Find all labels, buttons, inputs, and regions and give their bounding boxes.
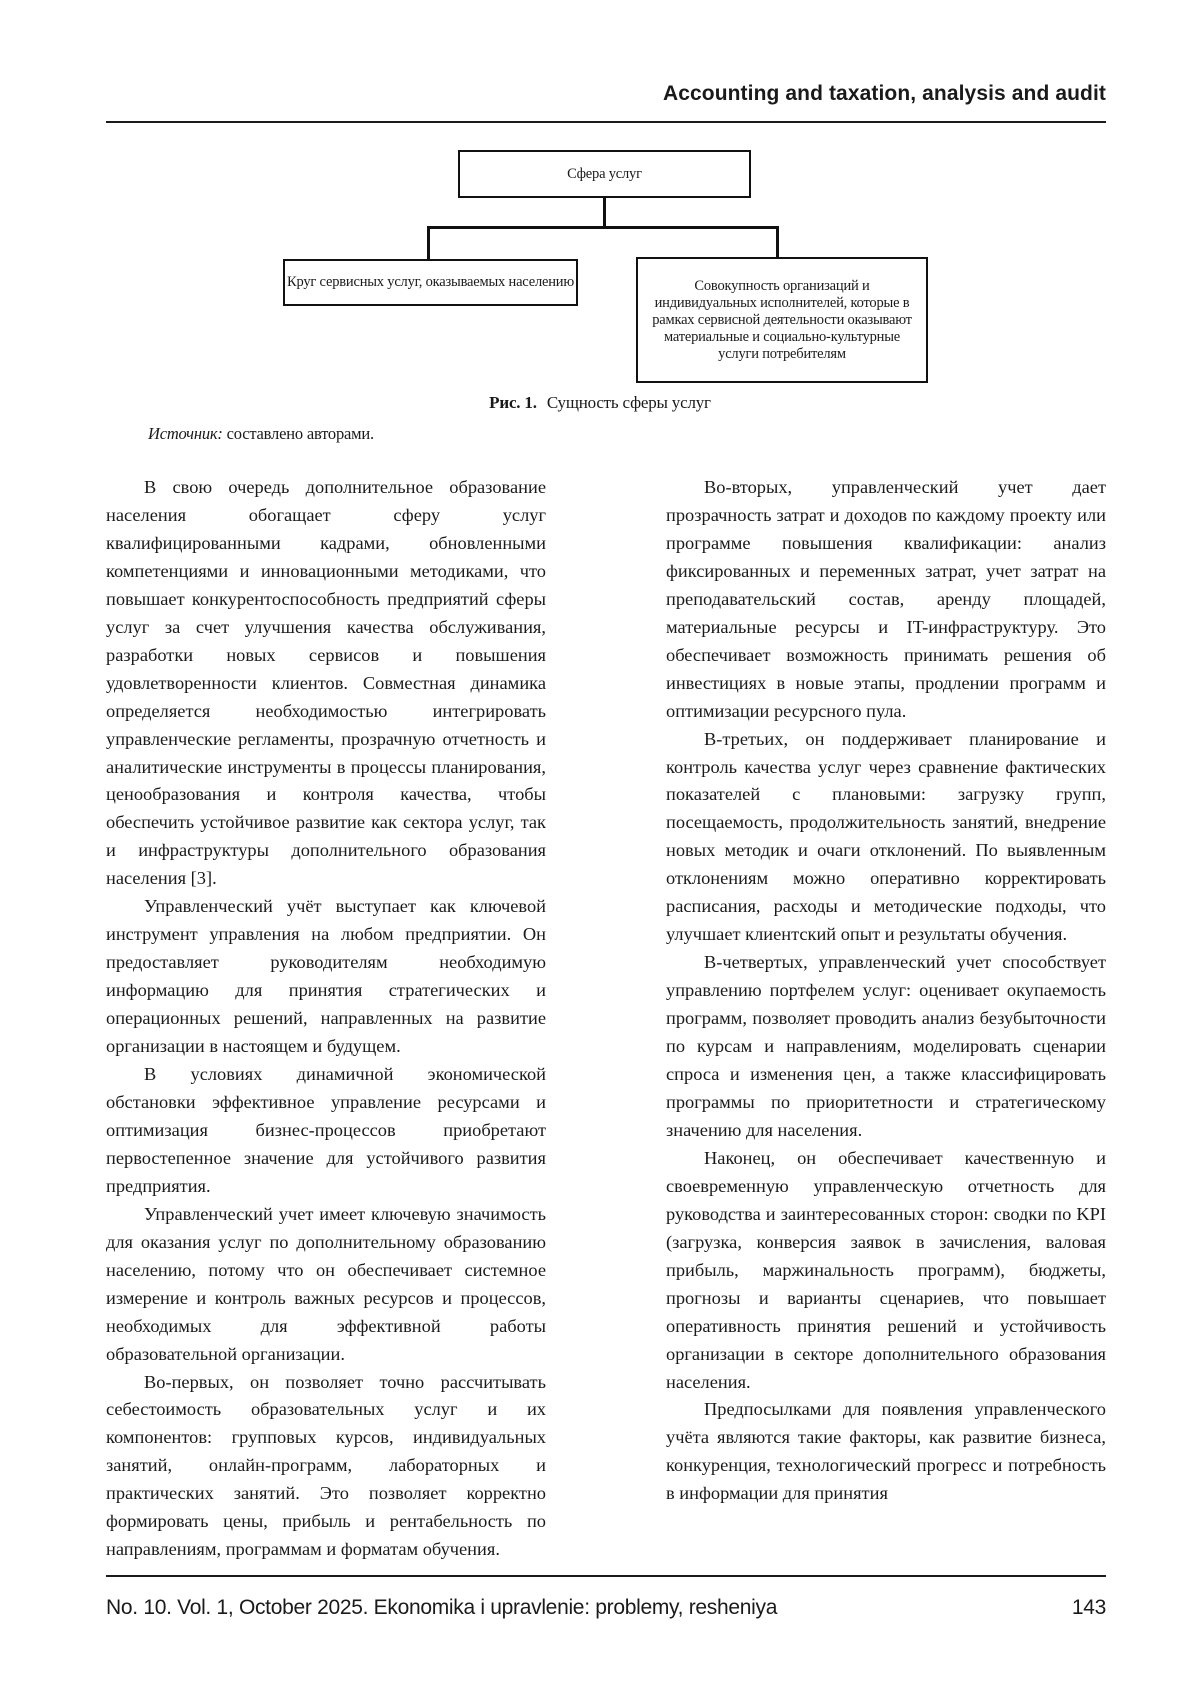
diagram-node-left-label: Круг сервисных услуг, оказываемых населению	[287, 274, 574, 290]
figure-diagram	[0, 0, 1200, 420]
diagram-node-root	[458, 150, 751, 198]
paragraph: Управленческий учёт выступает как ключевой инструмент управления на любом предприятии. Он предоставляет руководителям необходимую информацию для принятия стратегических и операционных решений, направленных на развитие организации в настоящем и будущем.	[106, 896, 546, 1057]
connector-line	[776, 226, 779, 258]
page-number: 143	[1071, 1596, 1106, 1619]
text-column-right	[666, 474, 1106, 1508]
footer-rule	[106, 1575, 1106, 1577]
diagram-node-right	[636, 257, 928, 383]
diagram-node-root-label: Сфера услуг	[567, 165, 642, 182]
paragraph: Наконец, он обеспечивает качественную и своевременную управленческую отчетность для руководства и заинтересованных сторон: сводки по KPI (загрузка, конверсия заявок в зачисления, валовая прибыль, маржинальность программ), бюджеты, прогнозы и варианты сценариев, что повышает оперативность принятия решений и устойчивость организации в секторе дополнительного образования населения.	[666, 1147, 1106, 1392]
paragraph: В свою очередь дополнительное образование населения обогащает сферу услуг квалифицированными кадрами, обновленными компетенциями и инновационными методиками, что повышает конкурентоспособность предприятий сферы услуг за счет улучшения качества обслуживания, разработки новых сервисов и повышения удовлетворенности клиентов. Совместная динамика определяется необходимостью интегрировать управленческие регламенты, прозрачную отчетность и аналитические инструменты в процессы планирования, ценообразования и контроля качества, чтобы обеспечить устойчивое развитие как сектора услуг, так и инфраструктуры дополнительного образования населения [3].	[106, 477, 546, 889]
paragraph: В-третьих, он поддерживает планирование и контроль качества услуг через сравнение фактических показателей с плановыми: загрузку групп, посещаемость, продолжительность занятий, внедрение новых методик и очаги отклонений. По выявленным отклонениям можно оперативно корректировать расписания, расходы и методические подходы, что улучшает клиентский опыт и результаты обучения.	[666, 728, 1106, 945]
connector-line	[427, 226, 778, 229]
connector-line	[427, 226, 430, 260]
page-footer	[106, 1596, 1106, 1620]
journal-citation: No. 10. Vol. 1, October 2025. Ekonomika i upravlenie: problemy, resheniya	[106, 1596, 778, 1619]
paragraph: В условиях динамичной экономической обстановки эффективное управление ресурсами и оптимизация бизнес-процессов приобретают первостепенное значение для устойчивого развития предприятия.	[106, 1064, 546, 1196]
paragraph: Во-первых, он позволяет точно рассчитывать себестоимость образовательных услуг и их компонентов: групповых курсов, индивидуальных занятий, онлайн-программ, лабораторных и практических занятий. Это позволяет корректно формировать цены, прибыль и рентабельность по направлениям, программам и форматам обучения.	[106, 1371, 546, 1560]
paragraph: Предпосылками для появления управленческого учёта являются такие факторы, как развитие бизнеса, конкуренция, технологический прогресс и потребность в информации для принятия	[666, 1399, 1106, 1504]
text-column-left	[106, 474, 546, 1564]
paragraph: В-четвертых, управленческий учет способствует управлению портфелем услуг: оценивает окупаемость программ, позволяет проводить анализ безубыточности по курсам и направлениям, моделировать сценарии спроса и изменения цен, а также классифицировать программы по приоритетности и стратегическому значению для населения.	[666, 952, 1106, 1140]
running-head-title: Accounting and taxation, analysis and audit	[662, 82, 1106, 105]
paragraph: Управленческий учет имеет ключевую значимость для оказания услуг по дополнительному образованию населению, потому что он обеспечивает системное измерение и контроль важных ресурсов и процессов, необходимых для эффективной работы образовательной организации.	[106, 1203, 546, 1364]
figure-caption-text: Сущность сферы услуг	[546, 393, 711, 412]
figure-source	[148, 424, 374, 444]
connector-line	[603, 198, 606, 228]
figure-source-text: составлено авторами.	[226, 424, 374, 443]
figure-number: Рис. 1.	[489, 393, 537, 412]
diagram-node-right-label: Совокупность организаций и индивидуальных исполнителей, которые в рамках сервисной деятельности оказывают материальные и социально-культурные услуги потребителям	[652, 277, 912, 362]
paragraph: Во-вторых, управленческий учет дает прозрачность затрат и доходов по каждому проекту или программе повышения квалификации: анализ фиксированных и переменных затрат, учет затрат на преподавательский состав, аренду площадей, материальные ресурсы и IT-инфраструктуру. Это обеспечивает возможность принимать решения об инвестициях в новые этапы, продлении программ и оптимизации ресурсного пула.	[666, 477, 1106, 721]
diagram-node-left	[283, 259, 578, 306]
figure-source-label: Источник:	[148, 424, 223, 443]
figure-caption	[0, 393, 1200, 413]
